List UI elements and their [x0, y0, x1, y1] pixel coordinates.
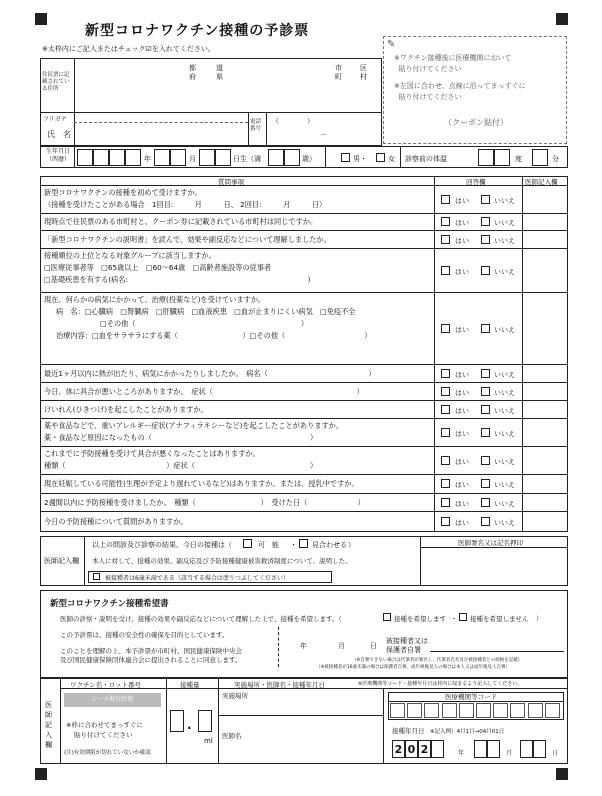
- consent-line-2: この予診票は、接種の安全性の確保を目的としています。: [60, 631, 229, 639]
- sticker-position: シール貼付位置: [64, 693, 161, 707]
- question-12-no-checkbox[interactable]: [481, 498, 490, 507]
- phone-label: 電話番号: [250, 119, 262, 132]
- temp-min-unit: 分: [552, 155, 559, 163]
- question-4-no-checkbox[interactable]: [481, 266, 490, 275]
- instruction-note: ※太枠内にご記入またはチェック☑を入れてください。: [42, 45, 215, 53]
- question-3-no-label: いいえ: [494, 236, 515, 245]
- temp-decimal-digit[interactable]: [532, 149, 548, 166]
- signer-note-2: （※被接種者が16歳未満の場合は保護者自署、成年被後見人の場合は本人又は成年後見人自署）: [316, 665, 510, 670]
- header-doctor: 医師記入欄: [525, 178, 558, 186]
- birth-year-digit-4[interactable]: [125, 149, 141, 166]
- city-machi: 町: [335, 73, 342, 81]
- signer-note-1: （※自署できない場合は代筆者が署名し、代筆者氏名及び被接種者との続柄を記載）: [352, 658, 523, 663]
- question-9-yes-checkbox[interactable]: [441, 428, 450, 437]
- birth-year-digit-1[interactable]: [77, 149, 93, 166]
- under6-text: 被接種者は6歳未満である（該当する場合は塗りつぶしてください）: [105, 575, 289, 582]
- question-1-yes-label: はい: [455, 196, 469, 205]
- vax-day-digit-2[interactable]: [533, 740, 546, 758]
- dose-digit-2[interactable]: [198, 710, 212, 732]
- question-11-yes-checkbox[interactable]: [441, 479, 450, 488]
- want-vaccine-checkbox[interactable]: [383, 613, 391, 621]
- temp-digit-1[interactable]: [478, 149, 494, 166]
- facility-code-digit-4[interactable]: [442, 703, 457, 718]
- corner-mark-tl: [35, 13, 47, 25]
- question-7-yes-label: はい: [455, 388, 469, 397]
- question-4-line-3: □基礎疾患を有する(病名: ): [44, 275, 311, 284]
- question-10-yes-label: はい: [455, 457, 469, 466]
- coupon-note-1: ※ワクチン接種後に医療機関において 貼り付けてください: [394, 54, 512, 73]
- doctor-name-label: 医師名: [222, 732, 242, 740]
- address-input[interactable]: [76, 82, 380, 110]
- facility-code-digit-8[interactable]: [510, 703, 525, 718]
- temperature-label: 診察前の体温: [405, 155, 447, 163]
- birth-day-digit-1[interactable]: [199, 149, 215, 166]
- postpone-checkbox[interactable]: [299, 539, 308, 548]
- question-3-yes-checkbox[interactable]: [441, 235, 450, 244]
- header-answer: 回答欄: [466, 178, 486, 186]
- question-13-no-checkbox[interactable]: [481, 517, 490, 526]
- vaccination-date-label: 接種年月日: [392, 727, 425, 735]
- doctor-signature-label: 医師署名又は記名押印: [458, 539, 523, 547]
- question-2-yes-checkbox[interactable]: [441, 217, 450, 226]
- question-8-yes-checkbox[interactable]: [441, 405, 450, 414]
- place-label: 実施場所: [222, 692, 248, 700]
- vax-year-unit: 年: [458, 750, 465, 757]
- dose-unit: ml: [204, 737, 213, 745]
- question-3-line-1: 「新型コロナワクチンの説明書」を読んで、効果や副反応などについて理解しましたか。: [44, 234, 331, 244]
- can-vaccinate-label: 可 能: [258, 541, 279, 549]
- facility-code-digit-6[interactable]: [476, 703, 491, 718]
- age-digit-1[interactable]: [268, 149, 284, 166]
- question-6-no-checkbox[interactable]: [481, 369, 490, 378]
- pref-ken: 県: [216, 73, 223, 81]
- signer-label-1: 被接種者又は: [386, 637, 428, 645]
- expiry-note: (注)有効期限が切れていないか確認: [64, 750, 151, 756]
- question-7-line-1: 今日、体に具合が悪いところがありますか。 症状（ ）: [44, 386, 364, 396]
- header-question: 質問事項: [218, 178, 244, 186]
- question-7-no-checkbox[interactable]: [481, 387, 490, 396]
- doctor-explain-text: 本人に対して、接種の効果、副反応及び予防接種健康被害救済制度について、説明した。: [92, 557, 352, 565]
- question-6-yes-checkbox[interactable]: [441, 369, 450, 378]
- vax-year-digit-4[interactable]: [431, 740, 444, 758]
- place-field[interactable]: [222, 700, 380, 714]
- phone-area-paren: （ ）: [272, 117, 314, 125]
- question-6-no-label: いいえ: [494, 370, 515, 379]
- doctor-signature-field[interactable]: [422, 549, 566, 584]
- question-2-yes-label: はい: [455, 219, 469, 227]
- pref-fu: 府: [189, 73, 196, 81]
- consent-year-unit: 年: [300, 642, 307, 650]
- question-13-yes-checkbox[interactable]: [441, 517, 450, 526]
- question-4-yes-checkbox[interactable]: [441, 266, 450, 275]
- name-input[interactable]: [76, 123, 246, 145]
- question-1-no-checkbox[interactable]: [481, 195, 490, 204]
- question-10-no-label: いいえ: [494, 457, 515, 466]
- male-checkbox[interactable]: [341, 153, 350, 162]
- city-ku: 区: [360, 64, 367, 72]
- birth-year-digit-3[interactable]: [109, 149, 125, 166]
- consent-line-4: 及び国民健康保険団体連合会に提出されることに同意します。: [60, 656, 242, 664]
- temp-deg-unit: 度: [515, 155, 522, 163]
- consent-line-3: このことを理解の上、本予診票が市町村、国民健康保険中央会: [60, 647, 242, 655]
- doctor-section-label: 医師記入欄: [44, 557, 79, 565]
- question-11-line-1: 現在妊娠している可能性(生理が予定より遅れているなど)はありますか。または、授乳中ですか。: [44, 479, 359, 488]
- coupon-area: [383, 36, 567, 144]
- question-1-no-label: いいえ: [494, 196, 515, 205]
- birth-year-digit-2[interactable]: [93, 149, 109, 166]
- question-8-line-1: けいれん(ひきつけ)を起こしたことがありますか。: [44, 404, 208, 414]
- question-13-yes-label: はい: [455, 519, 469, 527]
- judgement-separator: ・: [290, 541, 297, 549]
- consent-day-unit: 日: [370, 642, 377, 650]
- age-digit-2[interactable]: [284, 149, 300, 166]
- question-5-yes-checkbox[interactable]: [441, 324, 450, 333]
- consent-title: 新型コロナワクチン接種希望書: [50, 599, 169, 609]
- question-10-yes-checkbox[interactable]: [441, 456, 450, 465]
- question-13-no-label: いいえ: [494, 519, 515, 527]
- question-10-line-1: これまでに予防接種を受けて具合が悪くなったことはありますか。: [44, 449, 260, 458]
- facility-code-digit-1[interactable]: [390, 703, 405, 718]
- not-want-vaccine-checkbox[interactable]: [459, 613, 467, 621]
- facility-code-digit-5[interactable]: [459, 703, 474, 718]
- question-7-no-label: いいえ: [494, 388, 515, 397]
- question-11-yes-label: はい: [455, 481, 469, 489]
- record-side-label: 医師記入欄: [45, 701, 52, 749]
- question-3-yes-label: はい: [455, 236, 469, 245]
- address-label: 住民票に記載されている住所: [42, 72, 70, 92]
- doctor-name-field[interactable]: [222, 740, 380, 760]
- question-5-no-label: いいえ: [494, 325, 515, 334]
- vax-month-unit: 月: [506, 750, 513, 757]
- question-4-line-1: 接種順位の上位となる対象グループに該当しますか。: [44, 251, 216, 260]
- city-shi: 市: [335, 64, 342, 72]
- vax-year-digit-1: 2: [392, 740, 405, 758]
- signer-field[interactable]: [430, 632, 564, 652]
- pref-do: 道: [216, 64, 223, 72]
- question-13-line-1: 今日の予防接種について質問がありますか。: [44, 517, 188, 526]
- name-label: 氏 名: [47, 130, 71, 139]
- question-12-yes-checkbox[interactable]: [441, 498, 450, 507]
- vax-month-digit-1[interactable]: [474, 740, 487, 758]
- sticker-instruction-1: ※枠に合わせてまっすぐに: [66, 721, 143, 729]
- birth-month-unit: 月: [189, 155, 196, 163]
- question-12-yes-label: はい: [455, 499, 469, 508]
- question-5-yes-label: はい: [455, 325, 469, 334]
- under6-checkbox[interactable]: [93, 573, 100, 580]
- question-2-no-label: いいえ: [494, 219, 515, 227]
- facility-code-label: 医療機関等コード: [445, 693, 497, 701]
- question-11-no-label: いいえ: [494, 481, 515, 489]
- question-7-yes-checkbox[interactable]: [441, 387, 450, 396]
- question-9-no-checkbox[interactable]: [481, 428, 490, 437]
- birth-month-digit-2[interactable]: [170, 149, 186, 166]
- question-9-no-label: いいえ: [494, 429, 515, 438]
- question-9-line-2: 薬・食品など原因になったもの（ ）: [44, 433, 318, 442]
- pen-icon: ✎: [387, 39, 396, 50]
- signer-label-2: 保護者自署: [386, 646, 421, 654]
- dose-decimal-point: .: [187, 718, 192, 732]
- corner-mark-bl: [35, 768, 47, 780]
- not-want-vaccine-label: 接種を希望しません: [470, 615, 529, 623]
- temp-digit-2[interactable]: [494, 149, 510, 166]
- city-mura: 村: [360, 73, 367, 81]
- question-9-yes-label: はい: [455, 429, 469, 438]
- question-5-line-2: 病 名：□心臓病 □腎臓病 □肝臓病 □血液疾患 □血が止まりにくい病気 □免疫不全: [56, 307, 356, 316]
- facility-code-digit-9[interactable]: [528, 703, 543, 718]
- question-4-line-2: □医療従事者等 □65歳以上 □60～64歳 □高齢者施設等の従事者: [44, 263, 272, 272]
- col-vaccine-lot: ワクチン名・ロット番号: [70, 681, 142, 689]
- vax-year-digit-2: 0: [405, 740, 418, 758]
- furigana-label: フリガナ: [43, 116, 67, 123]
- consent-separator: ・: [451, 615, 458, 623]
- question-5-line-1: 現在、何らかの病気にかかって、治療(投薬など)を受けていますか。: [44, 295, 266, 304]
- male-label: 男・: [353, 155, 367, 163]
- birth-day-unit: 日生（満: [233, 155, 261, 163]
- facility-code-digit-7[interactable]: [493, 703, 508, 718]
- col-dose: 接種量: [180, 681, 200, 689]
- birth-year-unit: 年: [144, 155, 151, 163]
- col-place-doctor-date: 実施場所・医師名・接種年月日: [234, 681, 325, 689]
- question-5-line-3: □その他（ ）: [100, 319, 309, 328]
- question-10-line-2: 種類（ ）症状（ ）: [44, 461, 318, 470]
- question-1-yes-checkbox[interactable]: [441, 195, 450, 204]
- corner-mark-br: [556, 768, 568, 780]
- vax-year-digit-3: 2: [418, 740, 431, 758]
- question-4-yes-label: はい: [455, 267, 469, 276]
- facility-code-digit-2[interactable]: [407, 703, 422, 718]
- coupon-note-2: ※左図に合わせ、点線に沿ってまっすぐに 貼り付けてください: [394, 82, 526, 101]
- judgement-close-paren: ）: [348, 541, 355, 549]
- question-2-line-1: 現時点で住民票のある市町村と、クーポン券に記載されている市町村は同じですか。: [44, 217, 318, 226]
- doctor-judgement-text: 以上の問診及び診察の結果、今日の接種は（: [92, 541, 232, 549]
- question-1-line-2: （接種を受けたことがある場合 1回目: 月 日、 2回目: 月 日）: [44, 200, 327, 209]
- question-4-no-label: いいえ: [494, 267, 515, 276]
- question-8-no-checkbox[interactable]: [481, 405, 490, 414]
- birth-month-digit-1[interactable]: [154, 149, 170, 166]
- question-2-no-checkbox[interactable]: [481, 217, 490, 226]
- facility-code-digit-10[interactable]: [545, 703, 560, 718]
- female-label: 女: [388, 155, 395, 163]
- postpone-label: 見合わせる: [312, 541, 347, 549]
- vax-month-digit-2[interactable]: [487, 740, 500, 758]
- question-11-no-checkbox[interactable]: [481, 479, 490, 488]
- question-1-line-1: 新型コロナワクチンの接種を初めて受けますか。: [44, 188, 202, 197]
- pref-to: 都: [189, 64, 196, 72]
- question-5-line-4: 治療内容：□血をサラサラにする薬（ ）□その他（ ）: [56, 331, 372, 340]
- can-vaccinate-checkbox[interactable]: [243, 539, 252, 548]
- consent-month-unit: 月: [338, 642, 345, 650]
- phone-dash: －: [320, 131, 327, 139]
- question-9-line-1: 薬や食品などで、重いアレルギー症状(アナフィラキシーなど)を起こしたことがありますか。: [44, 421, 344, 430]
- coupon-label: （クーポン貼付）: [444, 118, 508, 127]
- dose-digit-1[interactable]: [170, 710, 184, 732]
- sticker-instruction-2: 貼り付けてください: [74, 731, 133, 739]
- consent-line-1: 医師の診察・説明を受け、接種の効果や副反応などについて理解した上で、接種を希望します。（: [60, 615, 342, 623]
- question-6-yes-label: はい: [455, 370, 469, 379]
- vax-day-unit: 日: [552, 750, 559, 757]
- facility-code-digit-3[interactable]: [424, 703, 439, 718]
- question-6-line-1: 最近1ヶ月以内に熱が出たり、病気にかかったりしましたか。 病名（ ）: [44, 368, 376, 378]
- question-3-no-checkbox[interactable]: [481, 235, 490, 244]
- question-8-no-label: いいえ: [494, 406, 515, 415]
- want-vaccine-label: 接種を希望します: [394, 615, 446, 623]
- question-10-no-checkbox[interactable]: [481, 456, 490, 465]
- vax-day-digit-1[interactable]: [520, 740, 533, 758]
- female-checkbox[interactable]: [376, 153, 385, 162]
- age-unit: 歳）: [302, 155, 316, 163]
- birth-label: 生年月日（西暦）: [45, 148, 70, 163]
- birth-day-digit-2[interactable]: [215, 149, 231, 166]
- consent-close-paren: ）: [536, 615, 543, 623]
- question-12-no-label: いいえ: [494, 499, 515, 508]
- question-8-yes-label: はい: [455, 406, 469, 415]
- date-example-note: ※記入例）4月1日→04月01日: [430, 729, 505, 735]
- question-12-line-1: 2週間以内に予防接種を受けましたか。 種類（ ） 受けた日（ ）: [44, 497, 365, 507]
- question-5-no-checkbox[interactable]: [481, 324, 490, 333]
- corner-mark-tr: [556, 13, 568, 25]
- page-title: 新型コロナワクチン接種の予診票: [85, 23, 310, 39]
- col-code-note: ※医療機関等コード・接種年月日は枠内に収まるよう記入してください。: [358, 681, 523, 687]
